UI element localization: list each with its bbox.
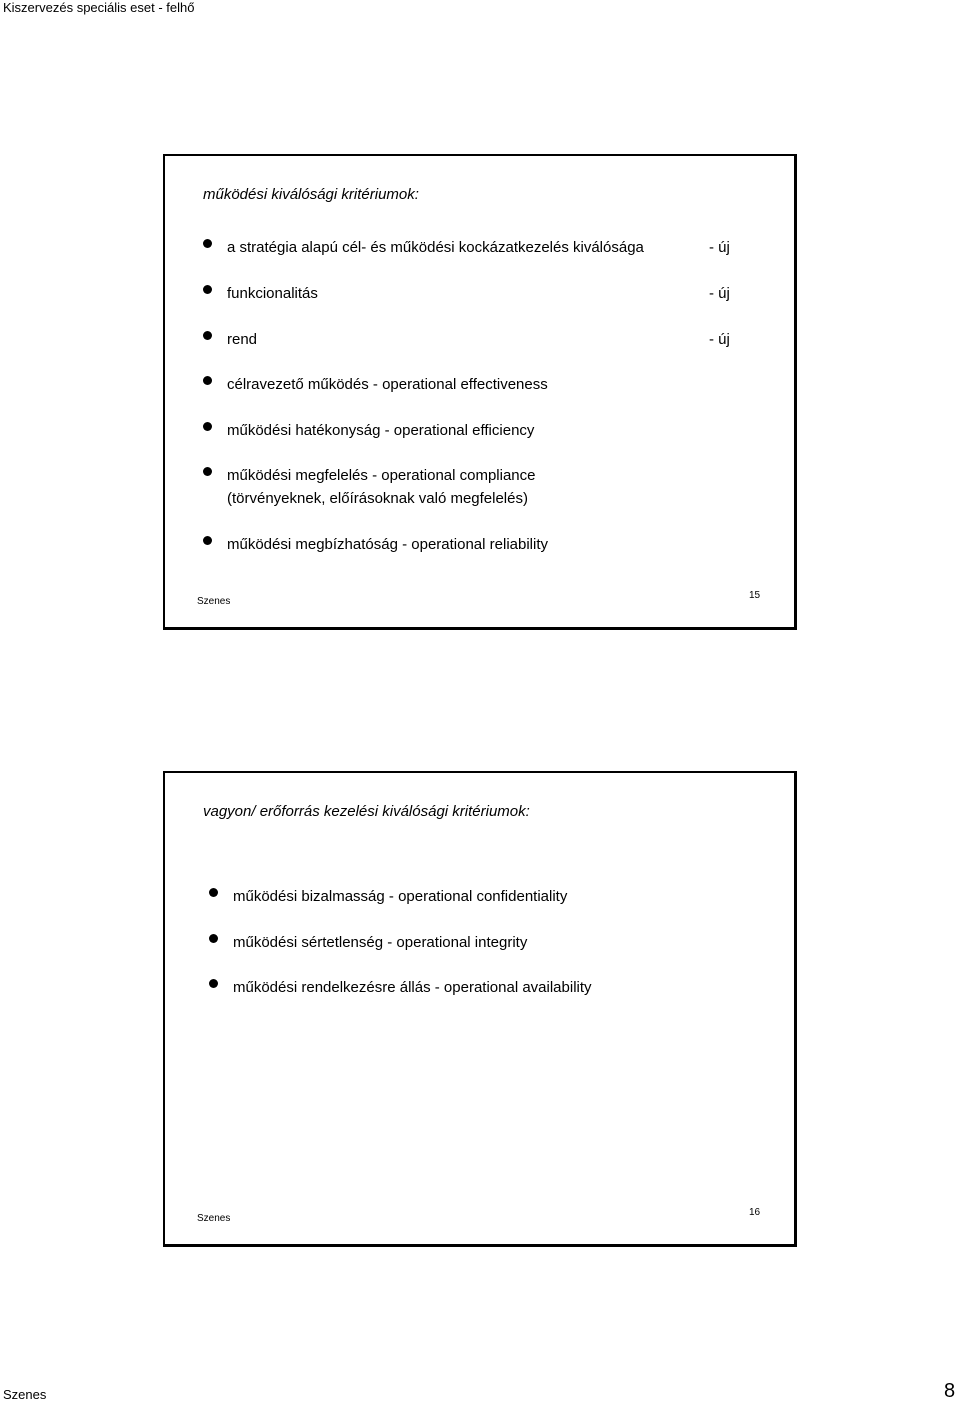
list-item-suffix: - új [709,239,730,256]
list-item-text: funkcionalitás [227,285,318,302]
page-number: 8 [944,1380,956,1402]
slide-number: 16 [749,1207,761,1218]
bullet-icon [203,536,212,545]
list-item-suffix: - új [709,285,730,302]
list-item-text-continuation: (törvényeknek, előírásoknak való megfelelés) [227,490,528,507]
bullet-icon [203,239,212,248]
slide-title: vagyon/ erőforrás kezelési kiválósági kritériumok: [203,803,530,820]
list-item-text: működési hatékonyság - operational efficiency [227,422,535,439]
slide-15 [163,154,797,630]
page-footer-author: Szenes [3,1387,47,1402]
slide-16 [163,771,797,1247]
list-item-text: működési megbízhatóság - operational reliability [227,536,549,553]
slide-author: Szenes [197,596,231,607]
bullet-icon [203,285,212,294]
bullet-icon [209,934,218,943]
list-item-text: célravezető működés - operational effectiveness [227,376,548,393]
list-item-text: a stratégia alapú cél- és működési kockázatkezelés kiválósága [227,239,644,256]
bullet-icon [209,888,218,897]
bullet-icon [209,979,218,988]
list-item-suffix: - új [709,331,730,348]
bullet-icon [203,467,212,476]
list-item-text: működési sértetlenség - operational integrity [233,934,528,951]
page-header-title: Kiszervezés speciális eset - felhő [3,0,195,15]
list-item-text: működési bizalmasság - operational confidentiality [233,888,568,905]
bullet-icon [203,422,212,431]
bullet-icon [203,376,212,385]
bullet-icon [203,331,212,340]
slide-author: Szenes [197,1213,231,1224]
list-item-text: rend [227,331,258,348]
slide-number: 15 [749,590,761,601]
list-item-text: működési rendelkezésre állás - operational availability [233,979,592,996]
list-item-text: működési megfelelés - operational compliance [227,467,536,484]
slide-title: működési kiválósági kritériumok: [203,186,419,203]
